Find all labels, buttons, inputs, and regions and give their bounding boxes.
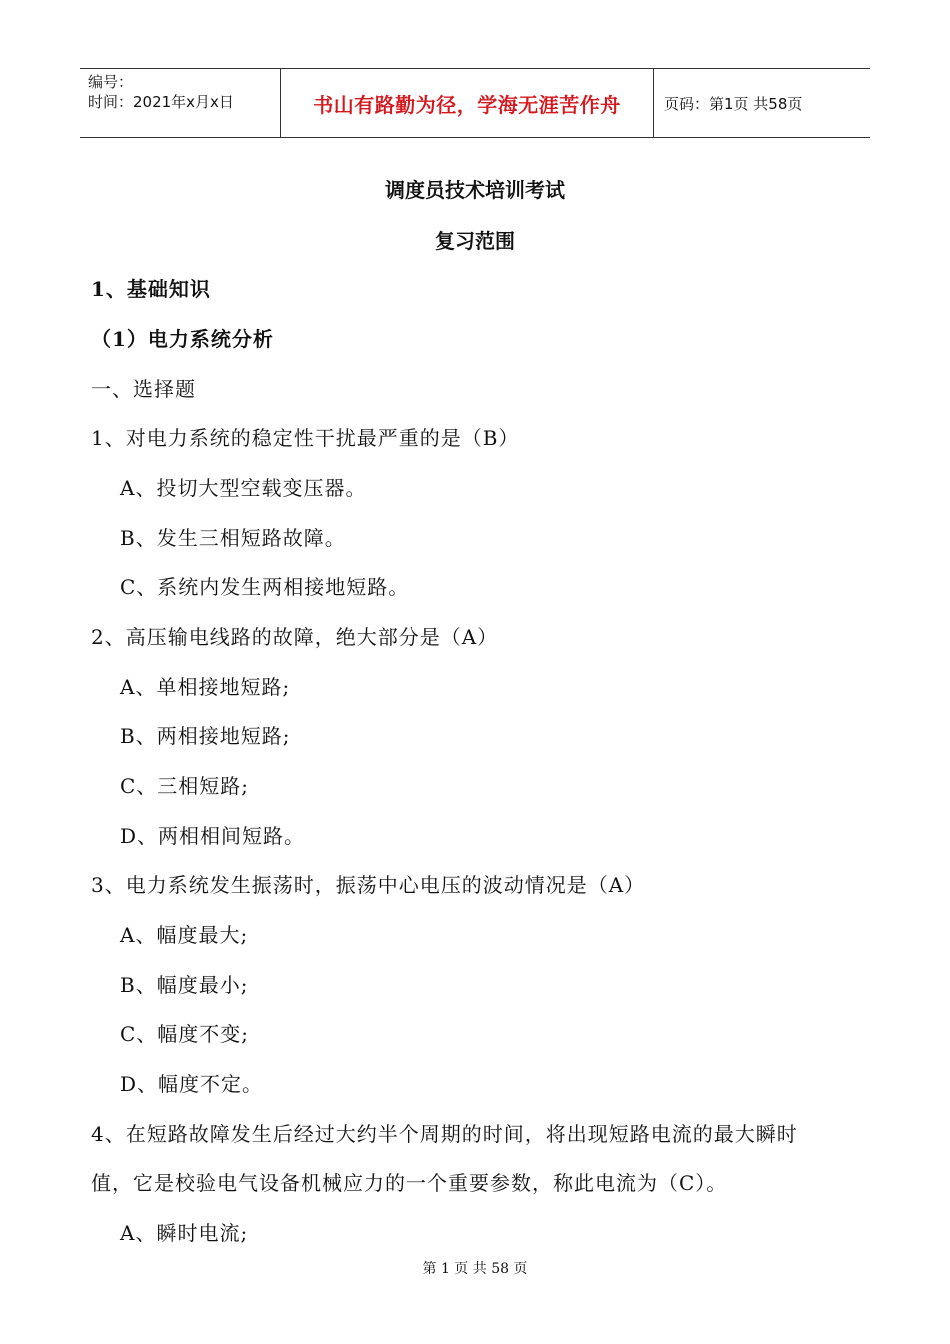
question-option: D、两相相间短路。: [120, 824, 306, 848]
subsection-heading: （1）电力系统分析: [91, 327, 274, 351]
page-header: [80, 68, 870, 138]
question-option: A、瞬时电流;: [120, 1221, 249, 1245]
question-stem: 1、对电力系统的稳定性干扰最严重的是（B）: [91, 426, 520, 450]
question-option: C、三相短路;: [120, 774, 250, 798]
question-option: A、投切大型空载变压器。: [120, 476, 367, 500]
time-label: 时间：2021年x月x日: [88, 93, 234, 111]
question-stem: 3、电力系统发生振荡时，振荡中心电压的波动情况是（A）: [91, 873, 646, 897]
question-option: A、单相接地短路;: [120, 675, 291, 699]
number-label: 编号：: [88, 73, 134, 91]
page-footer: 第 1 页 共 58 页: [422, 1261, 528, 1277]
question-option: C、系统内发生两相接地短路。: [120, 575, 410, 599]
header-motto: 书山有路勤为径，学海无涯苦作舟: [281, 69, 654, 137]
header-page-info: 页码：第1页 共58页: [664, 94, 803, 113]
header-meta: [80, 69, 281, 137]
question-option: B、两相接地短路;: [120, 724, 291, 748]
question-stem-continued: 值，它是校验电气设备机械应力的一个重要参数，称此电流为（C）。: [91, 1171, 728, 1195]
question-option: D、幅度不定。: [120, 1072, 264, 1096]
document-subtitle: 复习范围: [435, 229, 515, 253]
question-stem: 2、高压输电线路的故障，绝大部分是（A）: [91, 625, 499, 649]
question-option: A、幅度最大;: [120, 923, 249, 947]
part-heading: 一、选择题: [91, 377, 196, 401]
section-heading: 1、基础知识: [91, 277, 211, 301]
question-option: C、幅度不变;: [120, 1022, 250, 1046]
question-option: B、幅度最小;: [120, 973, 249, 997]
question-option: B、发生三相短路故障。: [120, 526, 346, 550]
question-stem: 4、在短路故障发生后经过大约半个周期的时间，将出现短路电流的最大瞬时: [91, 1122, 798, 1146]
document-title: 调度员技术培训考试: [385, 178, 565, 202]
